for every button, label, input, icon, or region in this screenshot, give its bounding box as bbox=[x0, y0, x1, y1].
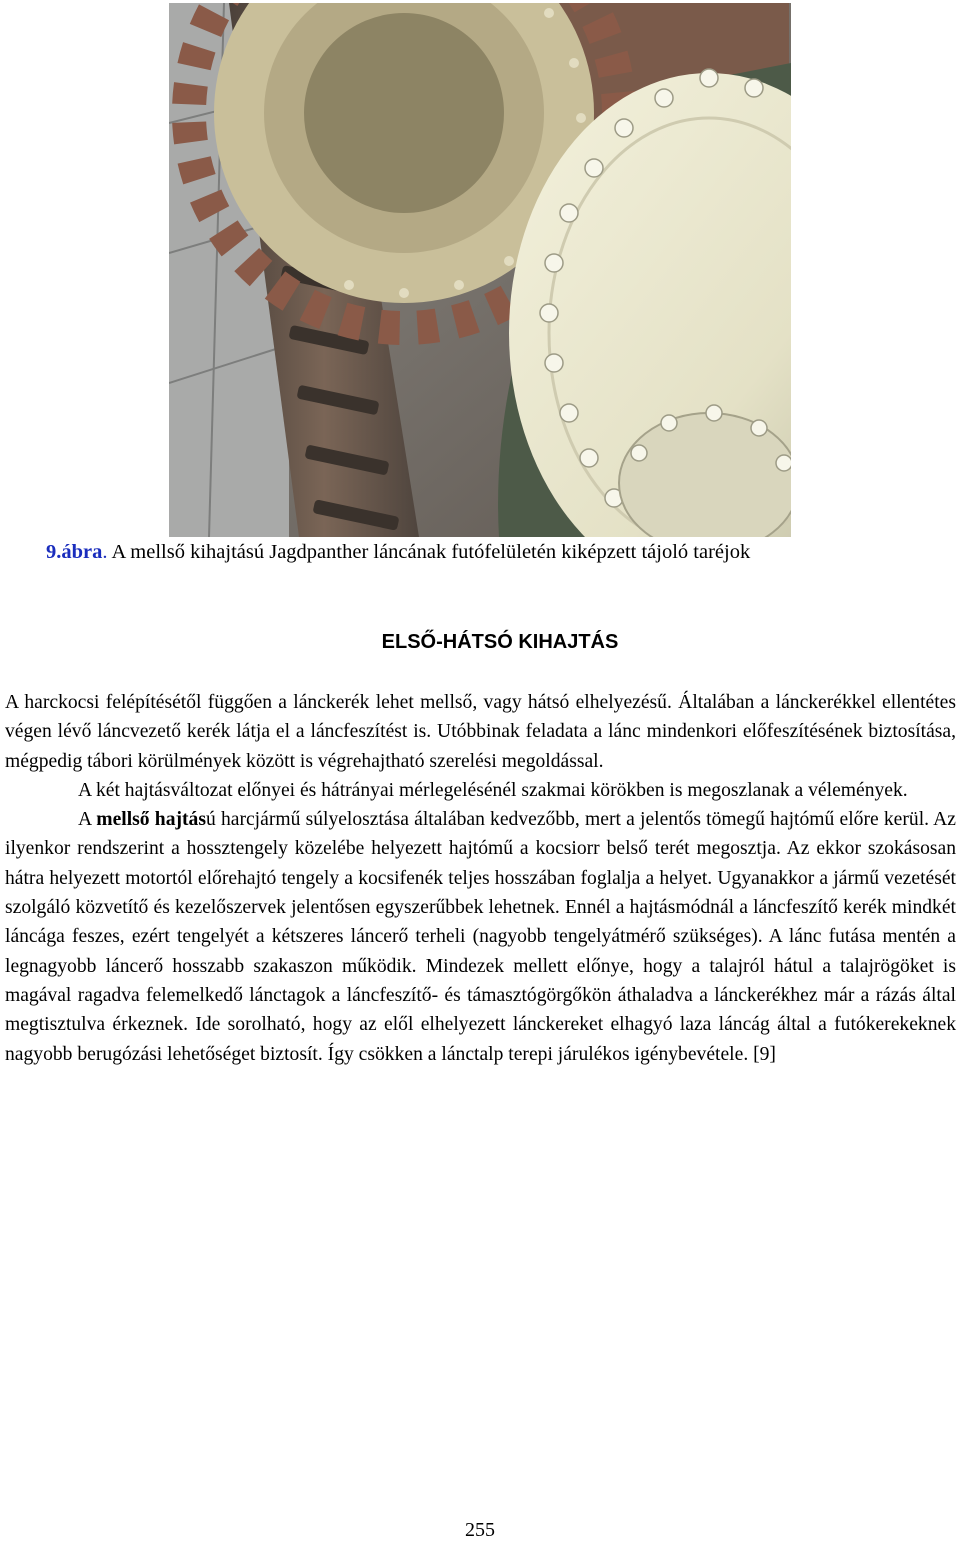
paragraph-3 bbox=[5, 805, 956, 1069]
paragraph-3-rest: ú harcjármű súlyelosztása általában kedvezőbb, mert a jelentős tömegű hajtómű előre kerül. Az ilyenkor rendszerint a hossztengely közelébe helyezett hajtómű a kocsiorr belső terét megosztja. Az ekkor szokásosan hátra helyezett motortól előrehajtó tengely a kocsifenék teljes hosszában foglalja a helyet. Ugyanakkor a jármű vezetését szolgáló közvetítő és kezelőszervek jelentősen egyszerűbbek lehetnek. Ennél a hajtásmódnál a láncfeszítő kerék mindkét láncága feszes, ezért tengelyét a kétszeres láncerő terheli (nagyobb tengelyátmérő szükséges). A lánc futása mentén a legnagyobb láncerő hosszabb szakaszon működik. Mindezek mellett előnye, hogy a talajról hátul a talajrögöket is magával ragadva felemelkedő lánctagok a láncfeszítő- és támasztógörgőkön áthaladva a lánckerékhez már a rázás által megtisztulva érkeznek. Ide sorolható, hogy az elől elhelyezett lánckereket elhagyó laza láncág által a futókerekeknek nagyobb berugózási lehetőséget biztosít. Így csökken a lánctalp terepi járulékos igénybevétele. [9] bbox=[5, 809, 956, 1065]
figure-caption-text: A mellső kihajtású Jagdpanther láncának futófelületén kiképzett tájoló taréjok bbox=[107, 541, 751, 563]
body-text bbox=[5, 688, 956, 1069]
bold-term-mellso: mellső bbox=[96, 809, 150, 831]
figure-label: 9.ábra bbox=[46, 541, 103, 563]
section-heading: ELSŐ-HÁTSÓ KIHAJTÁS bbox=[381, 631, 619, 653]
bold-term-hajtas: hajtás bbox=[154, 809, 206, 831]
paragraph-1: A harckocsi felépítésétől függően a lánckerék lehet mellső, vagy hátsó elhelyezésű. Általában a lánckerékkel ellentétes végen lévő láncvezető kerék látja el a láncfeszítést is. Utóbbinak feladata a lánc mindenkori előfeszítésének biztosítása, mégpedig tábori körülmények között is végrehajtható szerelési megoldással. bbox=[5, 692, 956, 772]
paragraph-2: A két hajtásváltozat előnyei és hátrányai mérlegelésénél szakmai körökben is megoszlanak a vélemények. bbox=[78, 779, 908, 801]
figure-photo bbox=[169, 3, 791, 537]
page-number: 255 bbox=[465, 1519, 495, 1541]
figure-label-dot: . bbox=[102, 541, 108, 563]
paragraph-3-start: A bbox=[78, 809, 97, 831]
figure-caption bbox=[46, 538, 946, 566]
tank-sprocket-image bbox=[169, 3, 791, 537]
